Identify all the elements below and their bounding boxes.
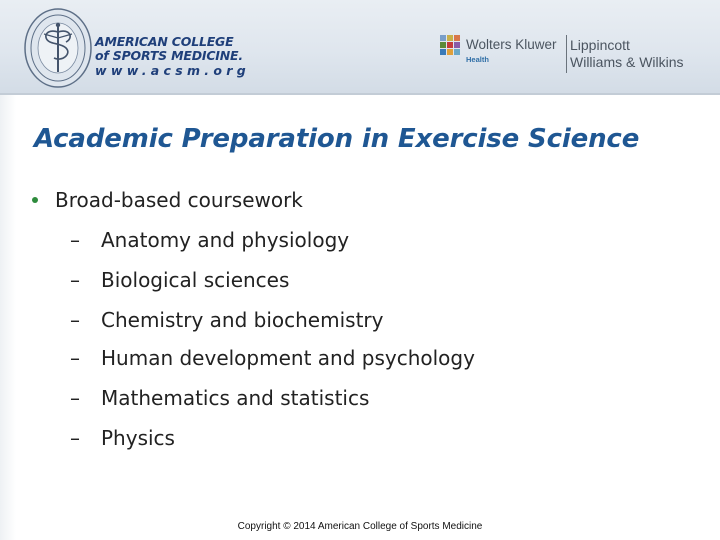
acsm-name-line2: of SPORTS MEDICINE. <box>95 47 243 63</box>
dash-marker: – <box>70 268 80 292</box>
wolters-kluwer-division: Health <box>466 55 489 64</box>
acsm-seal-icon <box>24 8 92 88</box>
dash-marker: – <box>70 308 80 332</box>
acsm-url: www.acsm.org <box>95 63 250 78</box>
sub-bullet-text: Anatomy and physiology <box>101 228 350 252</box>
acsm-wordmark <box>95 36 250 78</box>
bullet-dot-icon <box>32 197 38 203</box>
sub-bullet-text: Mathematics and statistics <box>101 386 370 410</box>
header-divider <box>0 93 720 95</box>
wolters-kluwer-name: Wolters Kluwer <box>466 37 557 52</box>
wolters-kluwer-logo-icon <box>440 35 460 55</box>
publisher-divider <box>566 35 567 73</box>
bullet-text: Broad-based coursework <box>55 188 303 212</box>
lww-name-line1: Lippincott <box>570 37 630 53</box>
acsm-name-line1: AMERICAN COLLEGE <box>95 34 234 49</box>
sub-bullet-text: Physics <box>101 426 175 450</box>
dash-marker: – <box>70 386 80 410</box>
copyright-footer: Copyright © 2014 American College of Sports Medicine <box>237 521 483 532</box>
left-edge-strip <box>0 95 16 540</box>
lww-name-line2: Williams & Wilkins <box>570 54 684 70</box>
slide-title: Academic Preparation in Exercise Science <box>34 124 640 154</box>
dash-marker: – <box>70 346 80 370</box>
sub-bullet-text: Biological sciences <box>101 268 290 292</box>
dash-marker: – <box>70 426 80 450</box>
dash-marker: – <box>70 228 80 252</box>
sub-bullet-text: Chemistry and biochemistry <box>101 308 384 332</box>
sub-bullet-text: Human development and psychology <box>101 346 475 370</box>
